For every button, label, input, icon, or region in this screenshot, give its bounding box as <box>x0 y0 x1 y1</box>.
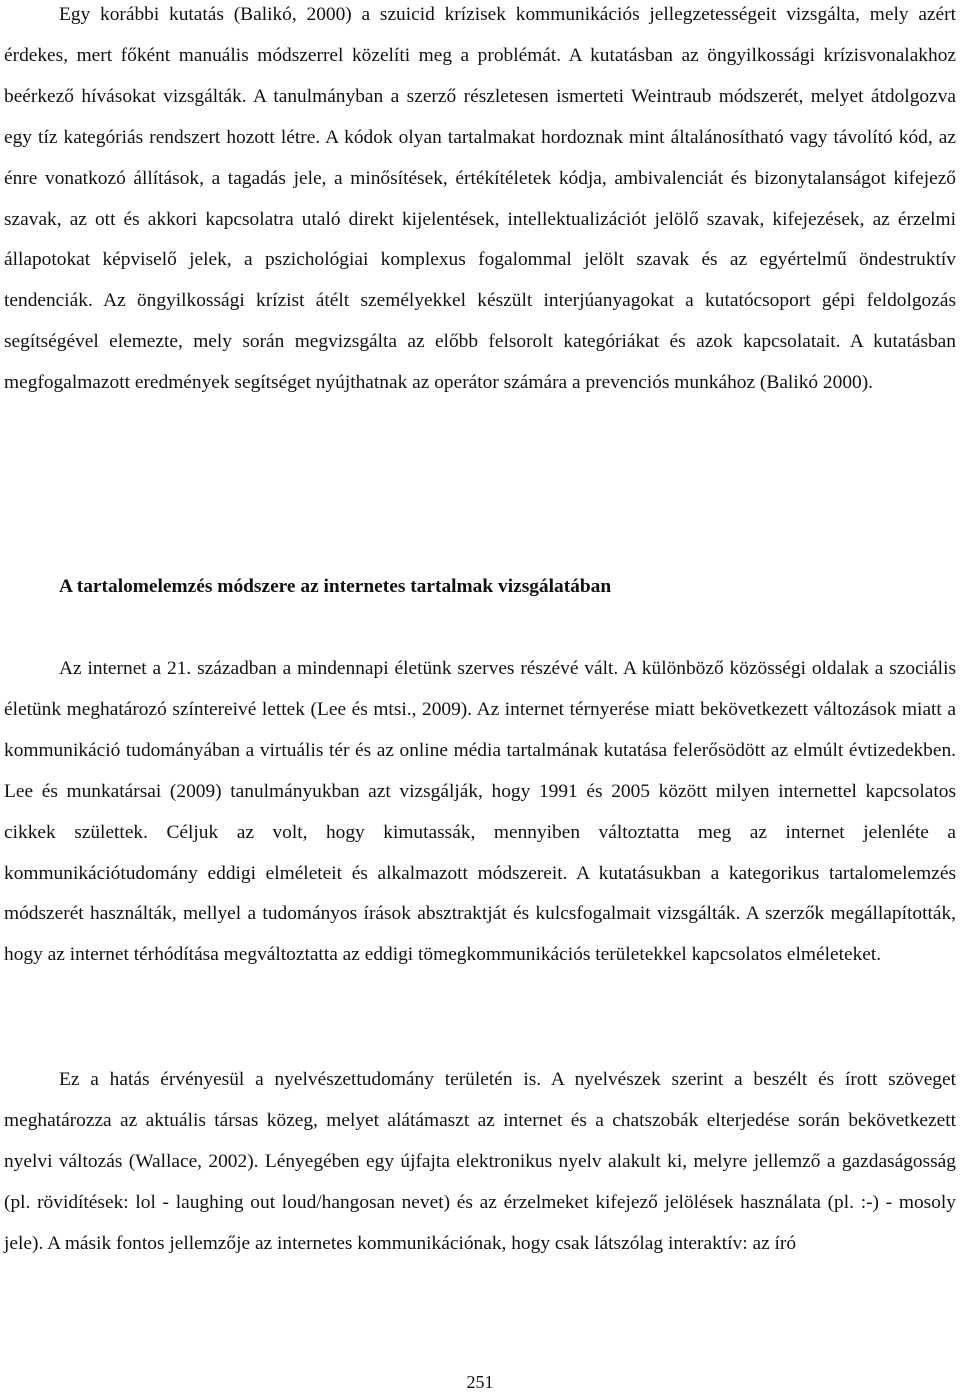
paragraph-internet-research: Az internet a 21. században a mindennapi életünk szerves részévé vált. A különböző közösségi oldalak a szociális életünk meghatározó színtereivé lettek (Lee és mtsi., 2009). Az internet térnyerése miatt bekövetkezett változások miatt a kommunikáció tudományában a virtuális tér és az online média tartalmának kutatása felerősödött az elmúlt évtizedekben. Lee és munkatársai (2009) tanulmányukban azt vizsgálják, hogy 1991 és 2005 között milyen internettel kapcsolatos cikkek születtek. Céljuk az volt, hogy kimutassák, mennyiben változtatta meg az internet jelenléte a kommunikációtudomány eddigi elméleteit és alkalmazott módszereit. A kutatásukban a kategorikus tartalomelemzés módszerét használták, mellyel a tudományos írások absztraktját és kulcsfogalmait vizsgálták. A szerzők megállapították, hogy az internet térhódítása megváltoztatta az eddigi tömegkommunikációs területekkel kapcsolatos elméleteket. <box>4 658 956 966</box>
section-heading: A tartalomelemzés módszere az internetes tartalmak vizsgálatában <box>59 576 612 597</box>
page-number: 251 <box>466 1372 494 1392</box>
paragraph-balikó-study: Egy korábbi kutatás (Balikó, 2000) a szuicid krízisek kommunikációs jellegzetességeit vizsgálta, mely azért érdekes, mert főként manuális módszerrel közelíti meg a problémát. A kutatásban az öngyilkossági krízisvonalakhoz beérkező hívásokat vizsgálták. A tanulmányban a szerző részletesen ismerteti Weintraub módszerét, melyet átdolgozva egy tíz kategóriás rendszert hozott létre. A kódok olyan tartalmakat hordoznak mint általánosítható vagy távolító kód, az énre vonatkozó állítások, a tagadás jele, a minősítések, értékítéletek kódja, ambivalenciát és bizonytalanságot kifejező szavak, az ott és akkori kapcsolatra utaló direkt kijelentések, intellektualizációt jelölő szavak, kifejezések, az érzelmi állapotokat képviselő jelek, a pszichológiai komplexus fogalommal jelölt szavak és az egyértelmű öndestruktív tendenciák. Az öngyilkossági krízist átélt személyekkel készült interjúanyagokat a kutatócsoport gépi feldolgozás segítségével elemezte, mely során megvizsgálta az előbb felsorolt kategóriákat és azok kapcsolatait. A kutatásban megfogalmazott eredmények segítséget nyújthatnak az operátor számára a prevenciós munkához (Balikó 2000). <box>4 4 956 394</box>
paragraph-linguistics: Ez a hatás érvényesül a nyelvészettudomány területén is. A nyelvészek szerint a beszélt és írott szöveget meghatározza az aktuális társas közeg, melyet alátámaszt az internet és a chatszobák elterjedése során bekövetkezett nyelvi változás (Wallace, 2002). Lényegében egy újfajta elektronikus nyelv alakult ki, melyre jellemző a gazdaságosság (pl. rövidítések: lol - laughing out loud/hangosan nevet) és az érzelmeket kifejező jelölések használata (pl. :-) - mosoly jele). A másik fontos jellemzője az internetes kommunikációnak, hogy csak látszólag interaktív: az író <box>4 1069 956 1254</box>
